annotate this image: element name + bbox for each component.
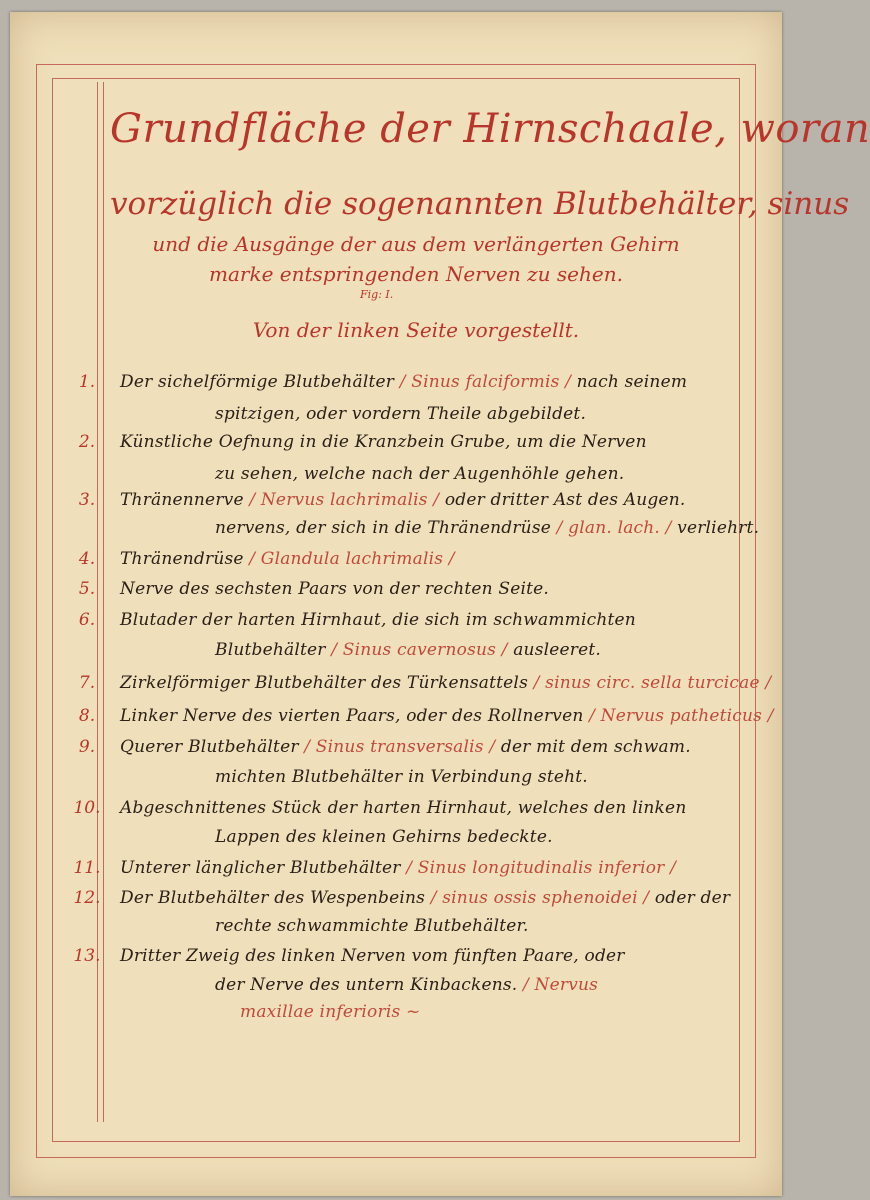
title-line-1: Grundfläche der Hirnschaale, woran: [110, 106, 870, 152]
entry-line: Abgeschnittenes Stück der harten Hirnhaut, welches den linken: [120, 798, 687, 818]
entry-line: michten Blutbehälter in Verbindung steht.: [215, 767, 588, 787]
margin-rule: [103, 82, 104, 1122]
latin-term: / Sinus transversalis /: [304, 737, 496, 757]
latin-term: / sinus circ. sella turcicae /: [533, 673, 772, 693]
entry-number: 2.: [78, 432, 96, 452]
entry-line: [240, 1002, 420, 1022]
latin-term: / Sinus longitudinalis inferior /: [406, 858, 676, 878]
entry-number: 10.: [73, 798, 101, 818]
entry-number: 3.: [78, 490, 96, 510]
entry-line: Linker Nerve des vierten Paars, oder des Rollnerven / Nervus patheticus /: [120, 706, 774, 726]
entry-number: 6.: [78, 610, 96, 630]
entry-line: Unterer länglicher Blutbehälter / Sinus longitudinalis inferior /: [120, 858, 676, 878]
latin-term: / Glandula lachrimalis /: [249, 549, 455, 569]
entry-number: 12.: [73, 888, 101, 908]
entry-line: rechte schwammichte Blutbehälter.: [215, 916, 529, 936]
entry-line: spitzigen, oder vordern Theile abgebildet.: [215, 404, 587, 424]
entry-line: Lappen des kleinen Gehirns bedeckte.: [215, 827, 553, 847]
latin-term: / Nervus: [523, 975, 599, 995]
entry-line: Thränennerve / Nervus lachrimalis / oder dritter Ast des Augen.: [120, 490, 686, 510]
entry-number: 13.: [73, 946, 101, 966]
entry-number: 5.: [78, 579, 96, 599]
entry-line: Der sichelförmige Blutbehälter / Sinus falciformis / nach seinem: [120, 372, 688, 392]
entry-line: Künstliche Oefnung in die Kranzbein Grube, um die Nerven: [120, 432, 647, 452]
title-line-3: und die Ausgänge der aus dem verlängerten Gehirn: [152, 232, 680, 256]
entry-number: 4.: [78, 549, 96, 569]
title-line-2: vorzüglich die sogenannten Blutbehälter, sinus: [110, 186, 850, 222]
entry-line: Der Blutbehälter des Wespenbeins / sinus ossis sphenoidei / oder der: [120, 888, 731, 908]
entry-line: Blutbehälter / Sinus cavernosus / ausleeret.: [215, 640, 602, 660]
latin-term: maxillae inferioris ~: [240, 1002, 421, 1022]
entry-line: Zirkelförmiger Blutbehälter des Türkensattels / sinus circ. sella turcicae /: [120, 673, 772, 693]
entry-line: nervens, der sich in die Thränendrüse / glan. lach. / verliehrt.: [215, 518, 760, 538]
latin-term: / glan. lach. /: [556, 518, 672, 538]
title-line-4: marke entspringenden Nerven zu sehen.: [209, 262, 623, 286]
entry-number: 11.: [73, 858, 101, 878]
figure-label: Fig: I.: [360, 288, 394, 301]
entry-line: Blutader der harten Hirnhaut, die sich im schwammichten: [120, 610, 636, 630]
entry-line: Thränendrüse / Glandula lachrimalis /: [120, 549, 455, 569]
subtitle: Von der linken Seite vorgestellt.: [252, 318, 580, 342]
entry-number: 8.: [78, 706, 96, 726]
margin-rule: [97, 82, 98, 1122]
latin-term: / Sinus cavernosus /: [331, 640, 508, 660]
latin-term: / Sinus falciformis /: [399, 372, 572, 392]
entry-line: Dritter Zweig des linken Nerven vom fünften Paare, oder: [120, 946, 625, 966]
entry-number: 7.: [78, 673, 96, 693]
entry-line: der Nerve des untern Kinbackens. / Nervus: [215, 975, 599, 995]
entry-line: Nerve des sechsten Paars von der rechten Seite.: [120, 579, 550, 599]
entry-line: zu sehen, welche nach der Augenhöhle gehen.: [215, 464, 625, 484]
latin-term: / Nervus patheticus /: [589, 706, 774, 726]
entry-line: Querer Blutbehälter / Sinus transversalis / der mit dem schwam.: [120, 737, 691, 757]
latin-term: / sinus ossis sphenoidei /: [430, 888, 650, 908]
entry-number: 9.: [78, 737, 96, 757]
latin-term: / Nervus lachrimalis /: [249, 490, 440, 510]
entry-number: 1.: [78, 372, 96, 392]
